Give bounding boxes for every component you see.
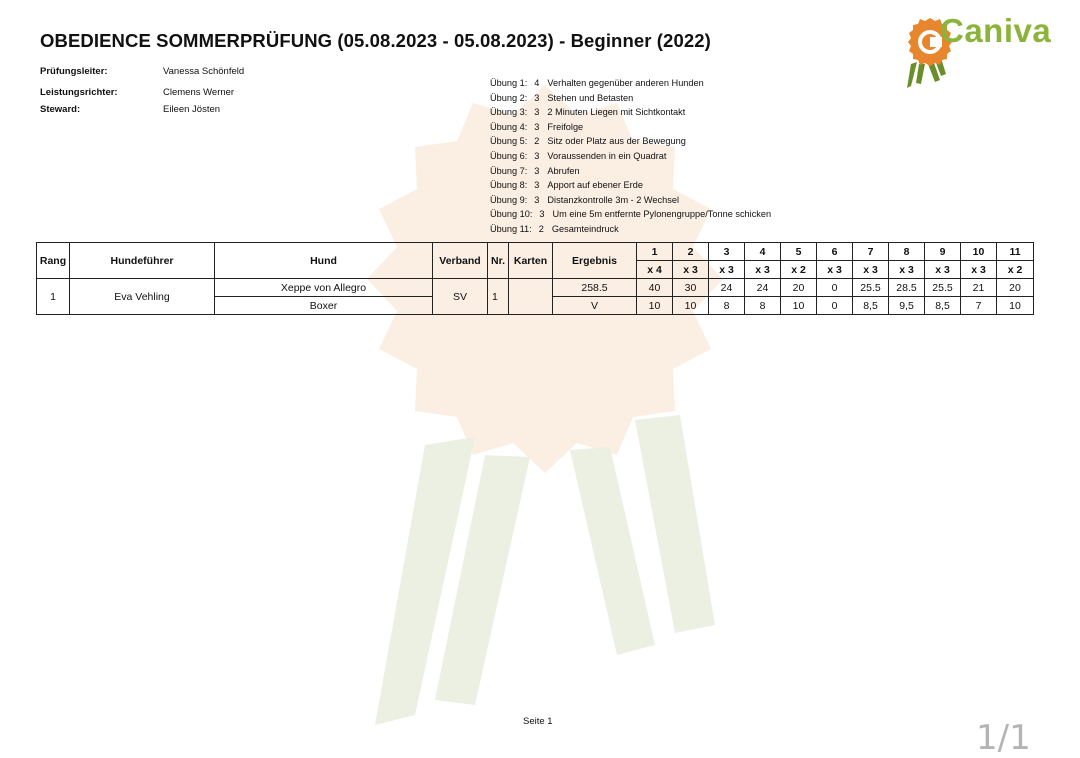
cell-raw-score: 8 xyxy=(745,297,781,315)
header-karten: Karten xyxy=(509,243,553,279)
header-exercise-number: 2 xyxy=(673,243,709,261)
header-multiplier: x 3 xyxy=(745,261,781,279)
exercise-text: Abrufen xyxy=(547,165,580,176)
header-exercise-number: 10 xyxy=(961,243,997,261)
header-multiplier: x 3 xyxy=(673,261,709,279)
cell-weighted-score: 30 xyxy=(673,279,709,297)
header-multiplier: x 3 xyxy=(709,261,745,279)
cell-nr: 1 xyxy=(488,279,509,315)
official-label: Steward: xyxy=(40,104,81,115)
cell-hund-rasse: Boxer xyxy=(215,297,433,315)
exercise-points: 3 xyxy=(534,180,540,191)
cell-ergebnis: 258.5 xyxy=(553,279,637,297)
official-name: Eileen Jösten xyxy=(163,104,221,115)
official-label: Prüfungsleiter: xyxy=(40,66,108,77)
exercise-points: 3 xyxy=(534,194,540,205)
cell-raw-score: 0 xyxy=(817,297,853,315)
cell-raw-score: 8,5 xyxy=(853,297,889,315)
cell-raw-score: 10 xyxy=(781,297,817,315)
exercise-label: Übung 11: xyxy=(490,223,532,234)
header-verband: Verband xyxy=(433,243,488,279)
cell-weighted-score: 28.5 xyxy=(889,279,925,297)
cell-weighted-score: 20 xyxy=(997,279,1034,297)
cell-bewertung: V xyxy=(553,297,637,315)
exercise-item xyxy=(490,149,771,164)
exercise-label: Übung 9: xyxy=(490,194,528,205)
cell-raw-score: 10 xyxy=(997,297,1034,315)
exercise-points: 3 xyxy=(534,92,540,103)
official-label: Leistungsrichter: xyxy=(40,87,118,98)
header-exercise-number: 4 xyxy=(745,243,781,261)
exercise-text: Freifolge xyxy=(547,121,584,132)
cell-hund-name: Xeppe von Allegro xyxy=(215,279,433,297)
exercise-label: Übung 8: xyxy=(490,180,528,191)
exercise-item xyxy=(490,76,771,91)
cell-raw-score: 8,5 xyxy=(925,297,961,315)
exercise-label: Übung 1: xyxy=(490,78,528,88)
exercise-text: 2 Minuten Liegen mit Sichtkontakt xyxy=(547,107,686,118)
page-counter: 1/1 xyxy=(976,718,1031,758)
header-multiplier: x 3 xyxy=(889,261,925,279)
table-row xyxy=(37,279,1034,297)
exercise-text: Gesamteindruck xyxy=(551,223,619,234)
cell-karten xyxy=(509,279,553,315)
cell-weighted-score: 24 xyxy=(745,279,781,297)
header-exercise-number: 5 xyxy=(781,243,817,261)
exercise-points: 3 xyxy=(534,121,540,132)
exercise-item xyxy=(490,207,771,222)
header-exercise-number: 3 xyxy=(709,243,745,261)
cell-weighted-score: 0 xyxy=(817,279,853,297)
exercise-text: Distanzkontrolle 3m - 2 Wechsel xyxy=(547,194,679,205)
exercise-label: Übung 3: xyxy=(490,107,528,118)
exercise-text: Apport auf ebener Erde xyxy=(547,180,643,191)
cell-raw-score: 9,5 xyxy=(889,297,925,315)
header-nr: Nr. xyxy=(488,243,509,279)
exercise-points: 3 xyxy=(534,150,540,161)
exercise-item xyxy=(490,134,771,149)
exercise-points: 2 xyxy=(538,223,544,234)
exercise-text: Um eine 5m entfernte Pylonengruppe/Tonne schicken xyxy=(552,209,772,220)
table-header-row xyxy=(37,243,1034,261)
header-exercise-number: 11 xyxy=(997,243,1034,261)
cell-weighted-score: 25.5 xyxy=(853,279,889,297)
exercise-points: 3 xyxy=(539,209,545,220)
cell-raw-score: 8 xyxy=(709,297,745,315)
exercise-item xyxy=(490,193,771,208)
exercise-label: Übung 10: xyxy=(490,209,533,220)
exercise-points: 4 xyxy=(534,78,540,88)
header-multiplier: x 3 xyxy=(961,261,997,279)
header-rang: Rang xyxy=(37,243,70,279)
exercise-points: 3 xyxy=(534,107,540,118)
exercise-text: Stehen und Betasten xyxy=(547,92,634,103)
exercise-item xyxy=(490,222,771,237)
cell-raw-score: 10 xyxy=(637,297,673,315)
exercise-label: Übung 6: xyxy=(490,150,528,161)
exercise-item xyxy=(490,105,771,120)
cell-raw-score: 10 xyxy=(673,297,709,315)
exercise-label: Übung 2: xyxy=(490,92,528,103)
header-exercise-number: 8 xyxy=(889,243,925,261)
exercise-label: Übung 5: xyxy=(490,136,528,147)
header-multiplier: x 3 xyxy=(925,261,961,279)
exercise-points: 3 xyxy=(534,165,540,176)
header-exercise-number: 6 xyxy=(817,243,853,261)
header-hund: Hund xyxy=(215,243,433,279)
cell-weighted-score: 25.5 xyxy=(925,279,961,297)
cell-hundefuehrer: Eva Vehling xyxy=(70,279,215,315)
exercise-item xyxy=(490,178,771,193)
cell-verband: SV xyxy=(433,279,488,315)
cell-weighted-score: 24 xyxy=(709,279,745,297)
header-exercise-number: 9 xyxy=(925,243,961,261)
exercise-item xyxy=(490,120,771,135)
header-exercise-number: 7 xyxy=(853,243,889,261)
header-multiplier: x 3 xyxy=(853,261,889,279)
cell-rang: 1 xyxy=(37,279,70,315)
page-footer-label: Seite 1 xyxy=(523,716,553,727)
official-name: Clemens Werner xyxy=(163,87,235,98)
results-table xyxy=(36,242,1034,315)
cell-weighted-score: 20 xyxy=(781,279,817,297)
exercise-text: Voraussenden in ein Quadrat xyxy=(547,150,667,161)
exercise-label: Übung 7: xyxy=(490,165,528,176)
header-multiplier: x 2 xyxy=(997,261,1034,279)
exercise-text: Sitz oder Platz aus der Bewegung xyxy=(547,136,686,147)
exercise-item xyxy=(490,91,771,106)
exercise-legend xyxy=(490,76,771,237)
header-multiplier: x 4 xyxy=(637,261,673,279)
logo-wordmark: Caniva xyxy=(940,12,1052,49)
header-ergebnis: Ergebnis xyxy=(553,243,637,279)
header-hundefuehrer: Hundeführer xyxy=(70,243,215,279)
cell-raw-score: 7 xyxy=(961,297,997,315)
cell-weighted-score: 40 xyxy=(637,279,673,297)
exercise-points: 2 xyxy=(534,136,540,147)
header-multiplier: x 2 xyxy=(781,261,817,279)
header-multiplier: x 3 xyxy=(817,261,853,279)
exercise-label: Übung 4: xyxy=(490,121,528,132)
exercise-item xyxy=(490,164,771,179)
official-name: Vanessa Schönfeld xyxy=(163,66,245,77)
exercise-text: Verhalten gegenüber anderen Hunden xyxy=(547,78,704,88)
document-title: OBEDIENCE SOMMERPRÜFUNG (05.08.2023 - 05.08.2023) - Beginner (2022) xyxy=(40,30,711,51)
header-exercise-number: 1 xyxy=(637,243,673,261)
cell-weighted-score: 21 xyxy=(961,279,997,297)
